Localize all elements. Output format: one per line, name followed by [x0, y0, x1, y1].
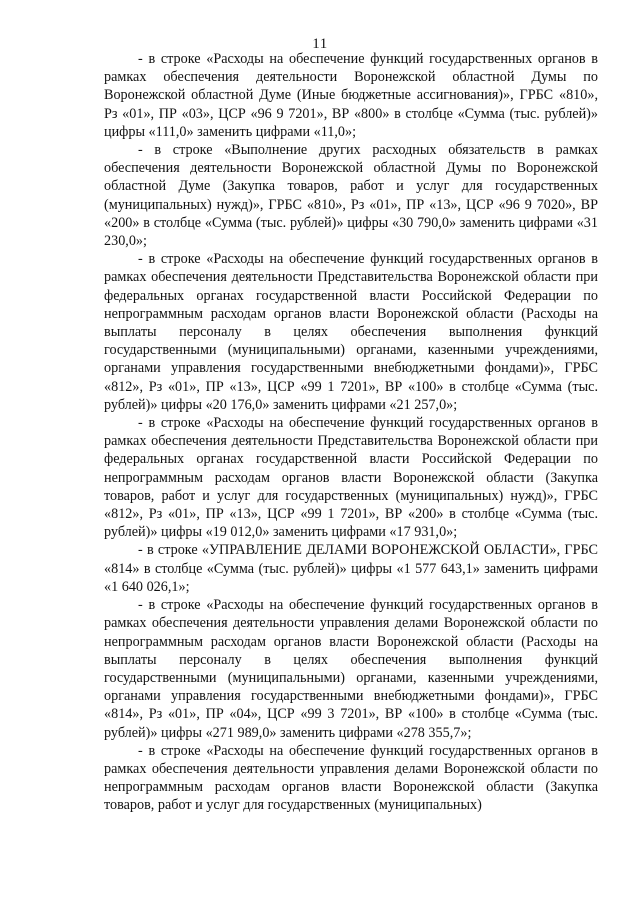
page-number: 11: [312, 36, 328, 52]
amendment-paragraph: - в строке «Расходы на обеспечение функций государственных органов в рамках обеспечения деятельности Представительства Воронежской области при федеральных органах государственной власти Российской Федерации по непрограммным расходам органов власти Воронежской области (Закупка товаров, работ и услуг для государственных (муниципальных) нужд)», ГРБС «812», Рз «01», ПР «13», ЦСР «99 1 7201», ВР «200» в столбце «Сумма (тыс. рублей)» цифры «19 012,0» заменить цифрами «17 931,0»;: [104, 415, 598, 541]
amendment-paragraph: - в строке «Расходы на обеспечение функций государственных органов в рамках обеспечения деятельности управления делами Воронежской области по непрограммным расходам органов власти Воронежской области (Расходы на выплаты персоналу в целях обеспечения выполнения функций государственными (муниципальными) органами, казенными учреждениями, органами управления государственными внебюджетными фондами)», ГРБС «814», Рз «01», ПР «04», ЦСР «99 3 7201», ВР «100» в столбце «Сумма (тыс. рублей)» цифры «271 989,0» заменить цифрами «278 355,7»;: [104, 597, 598, 741]
amendment-paragraph: - в строке «Расходы на обеспечение функций государственных органов в рамках обеспечения деятельности Воронежской областной Думы по Воронежской областной Думе (Иные бюджетные ассигнования)», ГРБС «810», Рз «01», ПР «03», ЦСР «96 9 7201», ВР «800» в столбце «Сумма (тыс. рублей)» цифры «111,0» заменить цифрами «11,0»;: [104, 51, 598, 140]
amendment-paragraph: - в строке «Расходы на обеспечение функций государственных органов в рамках обеспечения деятельности Представительства Воронежской области при федеральных органах государственной власти Российской Федерации по непрограммным расходам органов власти Воронежской области (Расходы на выплаты персоналу в целях обеспечения выполнения функций государственными (муниципальными) органами, казенными учреждениями, органами управления государственными внебюджетными фондами)», ГРБС «812», Рз «01», ПР «13», ЦСР «99 1 7201», ВР «100» в столбце «Сумма (тыс. рублей)» цифры «20 176,0» заменить цифрами «21 257,0»;: [104, 251, 598, 413]
amendment-paragraph: - в строке «Расходы на обеспечение функций государственных органов в рамках обеспечения деятельности управления делами Воронежской области по непрограммным расходам органов власти Воронежской области (Закупка товаров, работ и услуг для государственных (муниципальных): [104, 742, 598, 814]
document-body: [104, 50, 598, 815]
amendment-paragraph: - в строке «УПРАВЛЕНИЕ ДЕЛАМИ ВОРОНЕЖСКОЙ ОБЛАСТИ», ГРБС «814» в столбце «Сумма (тыс. рублей)» цифры «1 577 643,1» заменить цифрами «1 640 026,1»;: [104, 542, 598, 595]
amendment-paragraph: - в строке «Выполнение других расходных обязательств в рамках обеспечения деятельности Воронежской областной Думы по Воронежской областной Думе (Закупка товаров, работ и услуг для государственных (муниципальных) нужд)», ГРБС «810», Рз «01», ПР «13», ЦСР «96 9 7020», ВР «200» в столбце «Сумма (тыс. рублей)» цифры «30 790,0» заменить цифрами «31 230,0»;: [104, 142, 598, 250]
